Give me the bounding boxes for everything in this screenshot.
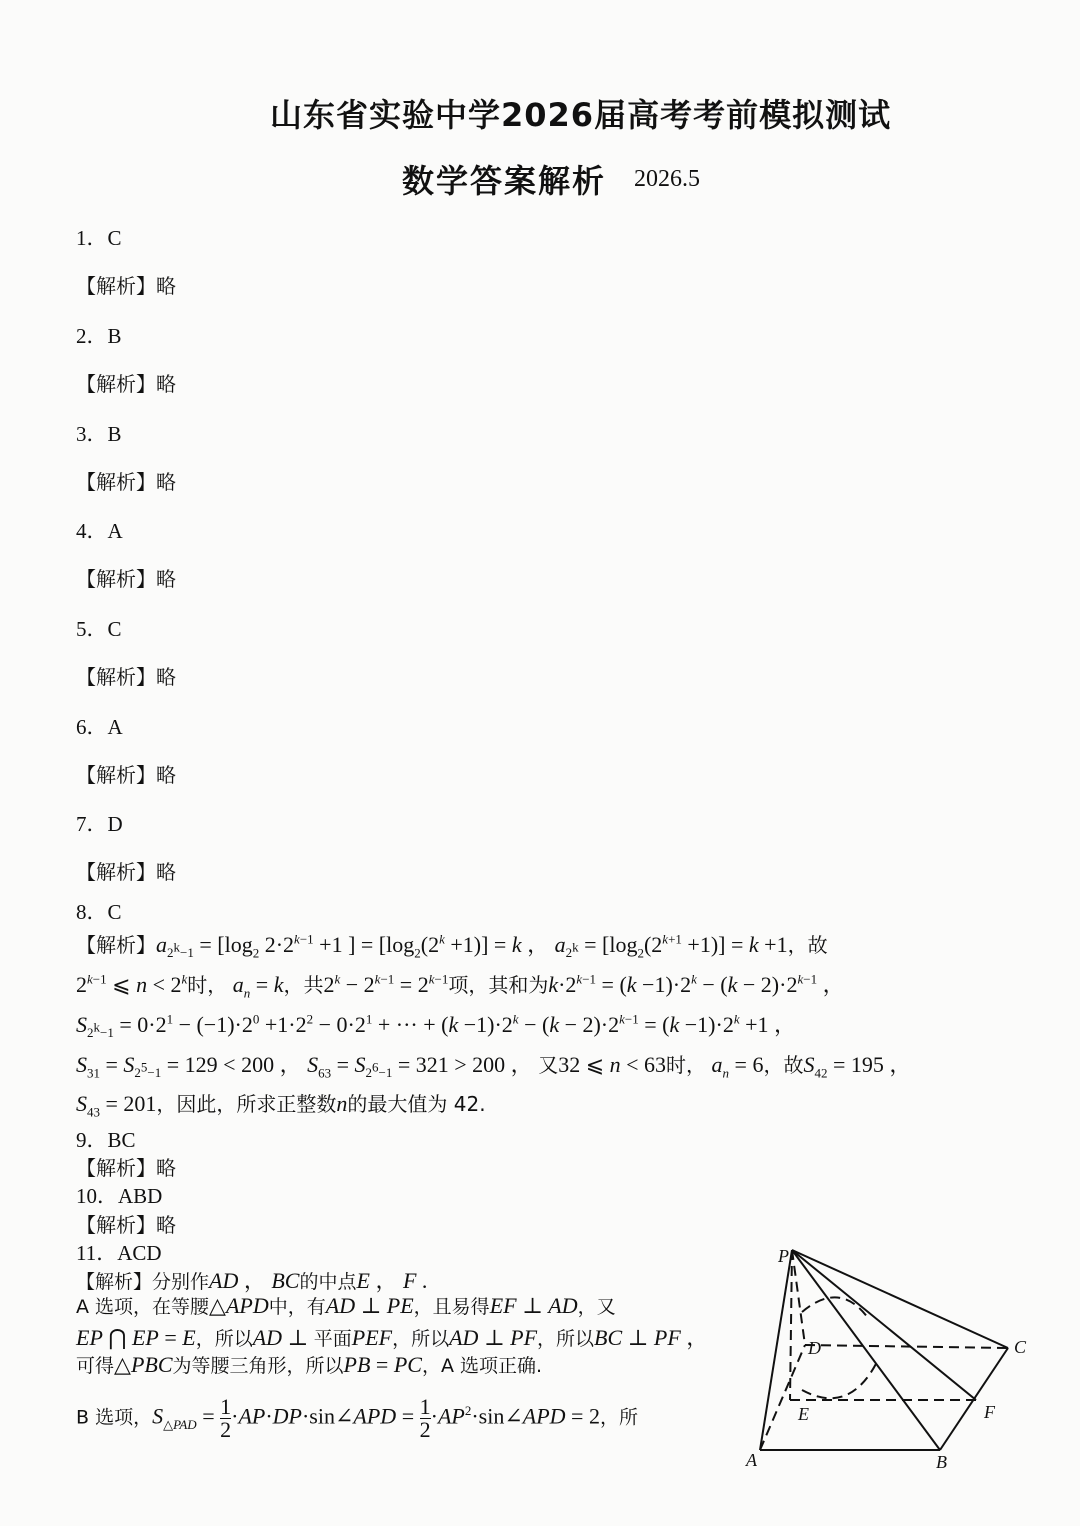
q11-line-4: 可得△PBC为等腰三角形，所以PB = PC，A 选项正确. bbox=[76, 1352, 543, 1377]
q8-line-2: $2^{k-1}$ ⩽ $n < 2^k$时， $a_n = k$，共$2^k - 2^{k-1} = 2^{k-1}$项，其和为$k\cdot 2^{k-1} = (k -1)\cdot 2^k - (k - 2)\cdot 2^{k-1}$ ， bbox=[76, 971, 845, 1001]
q8-line-4: $S_{31} = S_{2^5-1} = 129 < 200$ ， $S_{63} = S_{2^6-1} = 321 > 200$ ， 又32 ⩽ n < 63时， $a_n = 6$，故$S_{42} = 195$ ， bbox=[76, 1052, 912, 1081]
line-PF bbox=[792, 1250, 976, 1400]
answer-11: 11．ACD bbox=[76, 1241, 162, 1265]
answer-1-note: 【解析】略 bbox=[76, 274, 176, 298]
edge-AD bbox=[760, 1345, 805, 1450]
edge-PA bbox=[760, 1250, 792, 1450]
answer-3-note: 【解析】略 bbox=[76, 470, 176, 494]
q8-gu2: ，故 bbox=[763, 1053, 804, 1077]
answer-4-note: 【解析】略 bbox=[76, 567, 176, 591]
answer-7-note: 【解析】略 bbox=[76, 860, 176, 884]
q8-xiang: 项，其和为 bbox=[448, 973, 549, 997]
label-P: P bbox=[778, 1246, 789, 1266]
q11-line-5: B 选项，$S_{\triangle PAD} = 1$ 2 ·AP·DP·sin∠APD = 1 2 $\cdot AP^2\cdot\sin\angle APD = 2$，所 bbox=[76, 1394, 638, 1442]
label-A: A bbox=[746, 1450, 757, 1470]
edge-DC bbox=[805, 1345, 1008, 1348]
answer-5: 5．C bbox=[76, 617, 122, 641]
q8-conclusion: ，因此，所求正整数 bbox=[156, 1092, 337, 1116]
q8-you: 又 bbox=[538, 1053, 559, 1077]
angle-arc-lower bbox=[802, 1360, 878, 1398]
answer-8: 8．C bbox=[76, 900, 122, 924]
answer-2-note: 【解析】略 bbox=[76, 372, 176, 396]
answer-10: 10．ABD bbox=[76, 1184, 163, 1208]
answer-6: 6．A bbox=[76, 715, 123, 739]
answer-9: 9．BC bbox=[76, 1128, 136, 1152]
q8-conclusion2: 的最大值为 42. bbox=[347, 1092, 486, 1116]
label-B: B bbox=[936, 1452, 947, 1472]
document-title: 山东省实验中学2026届高考考前模拟测试 bbox=[270, 96, 892, 134]
q8-line-3: $S_{2^k-1} = 0\cdot 2^1 - (-1)\cdot 2^0 +1\cdot 2^2 - 0\cdot 2^1$ + ··· + $(k -1)\cdot 2^k - (k - 2)\cdot 2^{k-1} = (k -1)\cdot 2^k +1$ ， bbox=[76, 1011, 797, 1041]
q11-line-1: 【解析】分别作AD ， BC的中点E ， F . bbox=[76, 1268, 428, 1293]
label-E: E bbox=[798, 1404, 809, 1424]
document-date: 2026.5 bbox=[634, 166, 700, 192]
answer-4: 4．A bbox=[76, 519, 123, 543]
answer-1: 1．C bbox=[76, 226, 122, 250]
pyramid-figure bbox=[740, 1240, 1040, 1480]
q8-line-1: 【解析】$a_{2^k-1} = [\log_2$ $2\cdot 2^{k-1} +1$ ] = $[\log_2(2^k +1)] = k$ ， $a_{2^k} = [\log_2(2^{k+1} +1)] = k +1$，故 bbox=[76, 931, 828, 961]
answer-10-note: 【解析】略 bbox=[76, 1213, 176, 1237]
q8-line-5: $S_{43} = 201$，因此，所求正整数n的最大值为 42. bbox=[76, 1091, 486, 1120]
answer-9-note: 【解析】略 bbox=[76, 1156, 176, 1180]
label-C: C bbox=[1014, 1337, 1027, 1357]
q11-line-2: A 选项，在等腰△APD中，有AD ⊥ PE，且易得EF ⊥ AD，又 bbox=[76, 1293, 616, 1318]
label-D: D bbox=[808, 1338, 821, 1358]
q8-gu: ，故 bbox=[787, 933, 828, 957]
document-subtitle: 数学答案解析 bbox=[402, 162, 607, 200]
answer-2: 2．B bbox=[76, 324, 122, 348]
q8-shi2: 时， bbox=[666, 1053, 707, 1077]
q8-gong: ，共 bbox=[283, 973, 324, 997]
q8-shi: 时， bbox=[187, 973, 228, 997]
label-F: F bbox=[984, 1402, 995, 1422]
q8-label: 【解析】 bbox=[76, 933, 156, 957]
answer-5-note: 【解析】略 bbox=[76, 665, 176, 689]
answer-7: 7．D bbox=[76, 812, 123, 836]
answer-3: 3．B bbox=[76, 422, 122, 446]
q11-line-3: EP ⋂ EP = E，所以AD ⊥ 平面PEF，所以AD ⊥ PF，所以BC ⊥ PF ， bbox=[76, 1325, 709, 1350]
line-PE bbox=[790, 1250, 792, 1400]
answer-6-note: 【解析】略 bbox=[76, 763, 176, 787]
